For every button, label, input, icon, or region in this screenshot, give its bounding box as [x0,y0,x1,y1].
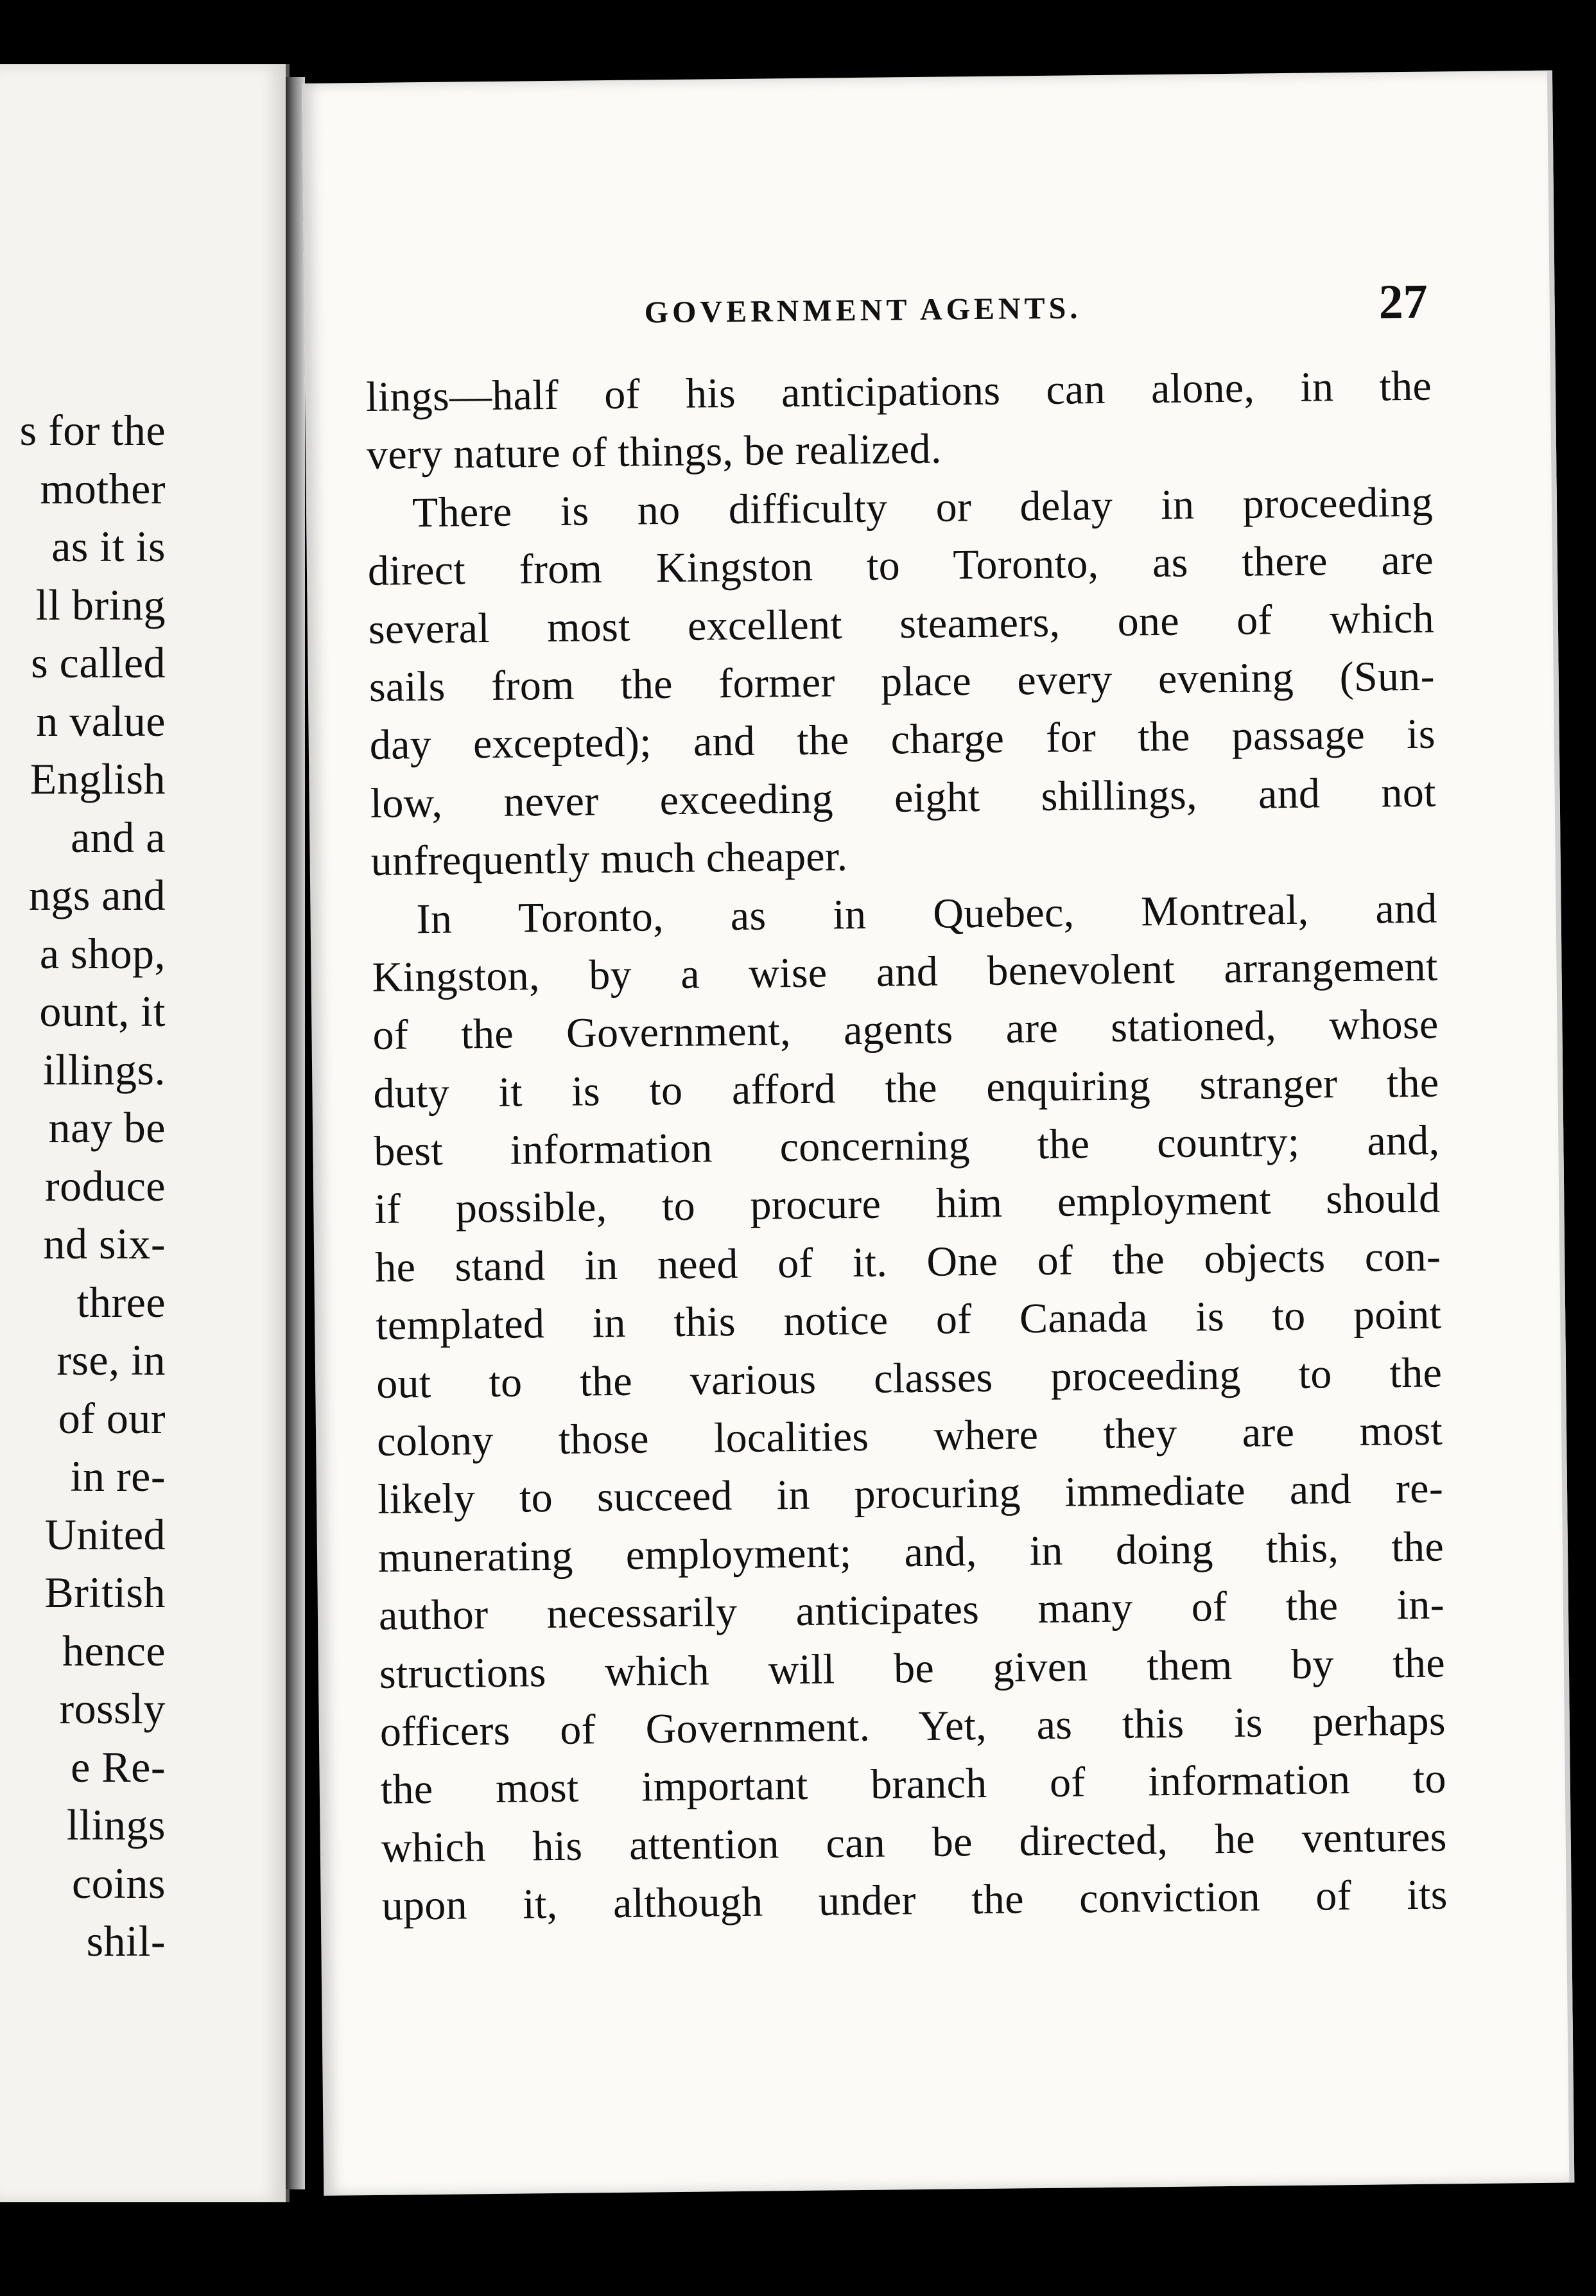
body-text [366,358,1448,1936]
text-line: n value [36,696,166,745]
text-line: author necessarily anticipates many of the in- [378,1581,1445,1640]
running-head [644,274,1428,340]
text-line: out to the various classes proceeding to the [376,1349,1443,1407]
text-line: s called [31,638,166,687]
text-line: sails from the former place every evening (Sun- [369,652,1436,711]
text-line: of the Government, agents are stationed, whose [372,1000,1439,1059]
text-line: English [30,754,166,803]
book-spine [286,77,305,2189]
text-line: e Re- [71,1742,166,1791]
left-page-text [0,401,166,1970]
text-line: very nature of things, be realized. [366,425,942,479]
text-line: colony those localities where they are most [376,1407,1443,1465]
text-line: officers of Government. Yet, as this is perhaps [379,1697,1446,1755]
text-line: and a [71,812,166,862]
text-line: mother [40,464,166,513]
text-line: in re- [70,1452,166,1500]
text-line: British [44,1568,166,1617]
text-line: nd six- [43,1219,166,1268]
text-line: which his attention can be directed, he ventures [381,1813,1448,1872]
text-line: low, never exceeding eight shillings, and not [370,769,1437,827]
text-line: ount, it [39,987,166,1036]
left-facing-page [0,64,290,2202]
text-line: Kingston, by a wise and benevolent arrangement [372,943,1438,1001]
text-line: There is no difficulty or delay in proceeding [412,478,1434,537]
text-line: llings [66,1800,166,1849]
text-line: templated in this notice of Canada is to point [375,1291,1442,1350]
text-line: illings. [42,1045,166,1094]
text-line: day excepted); and the charge for the passage is [369,710,1436,769]
right-page [302,71,1574,2196]
text-line: ngs and [28,871,166,919]
text-line: lings—half of his anticipations can alone, in the [365,362,1432,421]
text-line: In Toronto, as in Quebec, Montreal, and [416,885,1437,943]
text-line: as it is [51,522,166,571]
text-line: structions which will be given them by the [379,1639,1446,1698]
text-line: duty it is to afford the enquiring stranger the [373,1059,1439,1117]
text-line: if possible, to procure him employment should [374,1174,1441,1233]
text-line: direct from Kingston to Toronto, as there are [367,536,1434,595]
text-line: munerating employment; and, in doing this, the [377,1523,1444,1581]
text-line: the most important branch of information to [380,1755,1447,1814]
text-line: likely to succeed in procuring immediate and re- [377,1465,1444,1524]
text-line: nay be [48,1103,166,1152]
text-line: upon it, although under the conviction of its [381,1871,1448,1930]
text-line: coins [71,1858,166,1908]
text-line: of our [58,1393,166,1443]
text-line: United [44,1509,166,1559]
text-line: best information concerning the country; and, [374,1117,1440,1175]
text-line: several most excellent steamers, one of which [368,595,1435,653]
text-line: hence [62,1626,166,1675]
text-line: rse, in [56,1335,166,1384]
text-line: three [76,1277,166,1326]
text-line: ll bring [35,580,166,629]
text-line: he stand in need of it. One of the objects con- [374,1233,1441,1291]
text-line: a shop, [39,928,166,978]
text-line: rossly [59,1684,166,1733]
text-line: unfrequently much cheaper. [370,833,848,885]
text-line: roduce [44,1161,166,1210]
text-line: shil- [86,1917,166,1965]
text-line: s for the [19,406,166,455]
page-number: 27 [1378,274,1428,329]
running-title: GOVERNMENT AGENTS. [644,291,1082,330]
